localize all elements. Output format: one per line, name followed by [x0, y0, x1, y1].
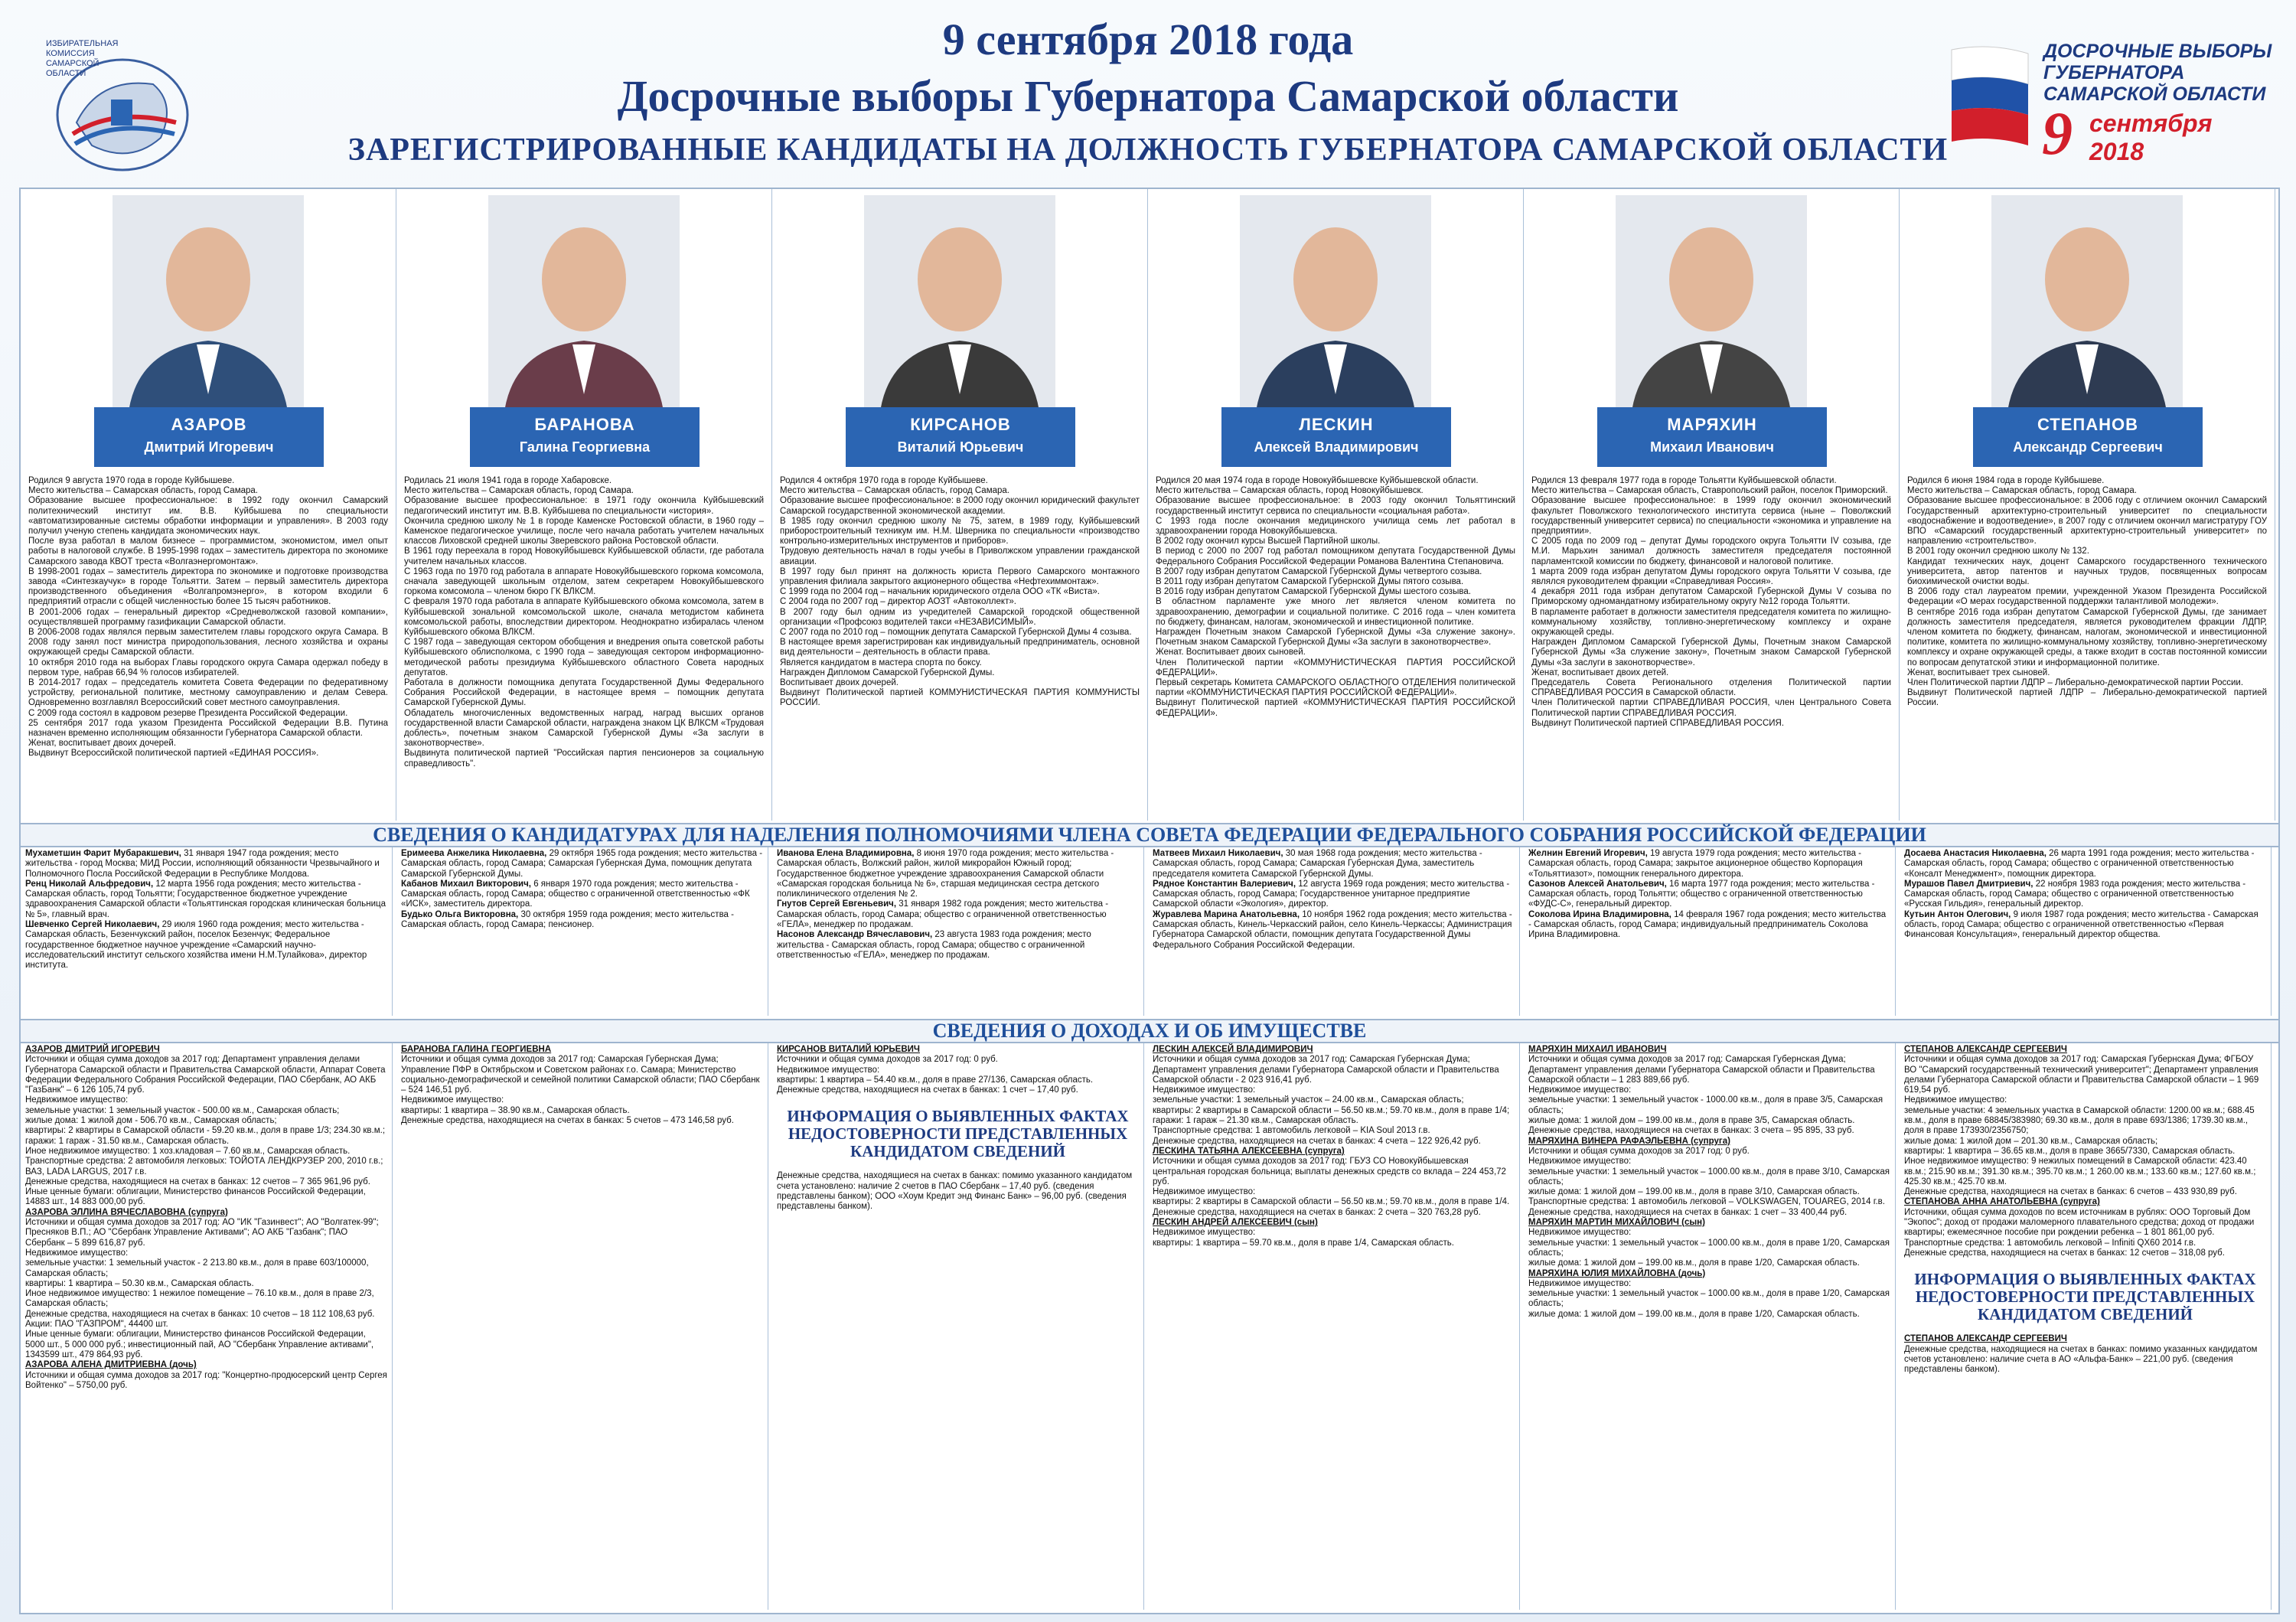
false-info-notice: ИНФОРМАЦИЯ О ВЫЯВЛЕННЫХ ФАКТАХ НЕДОСТОВЕРНОСТИ ПРЕДСТАВЛЕННЫХ КАНДИДАТОМ СВЕДЕНИЙ — [787, 1107, 1129, 1161]
income-line: квартиры: 2 квартиры в Самарской области – 56.50 кв.м.; 59.70 кв.м., доля в праве 1/4. — [1153, 1197, 1510, 1207]
income-line: Транспортные средства: 2 автомобиля легковых: ТОЙОТА ЛЕНДКРУЗЕР 200, 2010 г.в.; ВАЗ, LADA LARGUS, 2017 г.в. — [25, 1157, 383, 1177]
senators-section-title: СВЕДЕНИЯ О КАНДИДАТУРАХ ДЛЯ НАДЕЛЕНИЯ ПОЛНОМОЧИЯМИ ЧЛЕНА СОВЕТА ФЕДЕРАЦИИ ФЕДЕРАЛЬНОГО СОБРАНИЯ РОССИЙСКОЙ ФЕДЕРАЦИИ — [21, 823, 2278, 847]
emblem-year: 2018 — [2089, 138, 2144, 165]
senator-nominee-entry — [777, 930, 1139, 961]
income-line: Источники, общая сумма доходов по всем источникам в рублях: ООО Торговый Дом "Экопос"; доход от продажи маломерного плавательного средства; доход от продажи квартиры; ежемесячное пособие при рождении ребенка – 1 801 861,00 руб. — [1904, 1207, 2255, 1238]
income-line: Транспортные средства: 1 автомобиль легковой – VOLKSWAGEN, TOUAREG, 2014 г.в. — [1528, 1197, 1885, 1207]
income-line: квартиры: 1 квартира – 36.65 кв.м., доля в праве 3665/7330, Самарская область. — [1904, 1146, 2236, 1156]
candidate-nameplate — [94, 407, 324, 467]
income-person-heading: АЗАРОВА АЛЕНА ДМИТРИЕВНА (дочь) — [25, 1360, 197, 1370]
income-line: жилые дома: 1 жилой дом - 506.70 кв.м., Самарская область; — [25, 1116, 277, 1126]
income-person-heading: МАРЯХИНА ВИНЕРА РАФАЭЛЬЕВНА (супруга) — [1528, 1136, 1730, 1146]
candidate-portrait — [1616, 195, 1807, 417]
candidate-nameplate — [1597, 407, 1827, 467]
income-line: Денежные средства, находящиеся на счетах в банках: 1 счет – 33 400,44 руб. — [1528, 1207, 1848, 1217]
nominee-name: Еримеева Анжелика Николаевна, — [401, 849, 547, 858]
biography-paragraph: Член Политической партии «КОММУНИСТИЧЕСКАЯ ПАРТИЯ РОССИЙСКОЙ ФЕДЕРАЦИИ». — [1156, 658, 1515, 677]
senator-nominee-entry — [401, 849, 763, 880]
income-line: Транспортные средства: 1 автомобиль легковой – KIA Soul 2013 г.в. — [1153, 1126, 1430, 1136]
biography-paragraph: В 2014-2017 годах – председатель комитета Совета Федерации по федеративному устройству, региональной политике, местному самоуправлению и делам Севера. Одновременно возглавлял Всероссийский совет местного самоуправления. — [28, 678, 388, 708]
income-line: Денежные средства, находящиеся на счетах в банках: 4 счета – 122 926,42 руб. — [1153, 1136, 1481, 1146]
income-person-heading: ЛЕСКИНА ТАТЬЯНА АЛЕКСЕЕВНА (супруга) — [1153, 1146, 1345, 1156]
income-person-heading: ЛЕСКИН АНДРЕЙ АЛЕКСЕЕВИЧ (сын) — [1153, 1218, 1318, 1228]
biography-paragraph: С 1963 года по 1970 год работала в аппарате Новокуйбышевского горкома комсомола, сначала заведующей школьным отделом, затем секретарем Новокуйбышевского горкома комсомола – членом бюро ГК ВЛКСМ. — [404, 566, 764, 597]
biography-paragraph: В 2007 году избран депутатом Самарской Губернской Думы четвертого созыва. — [1156, 566, 1482, 576]
svg-text:ИЗБИРАТЕЛЬНАЯ: ИЗБИРАТЕЛЬНАЯ — [46, 39, 119, 48]
income-column — [1900, 1043, 2272, 1610]
nominee-name: Желнин Евгений Игоревич, — [1528, 849, 1648, 858]
candidate-first-name: Галина Георгиевна — [519, 439, 651, 455]
biography-paragraph: Выдвинут Политической партией «КОММУНИСТИЧЕСКАЯ ПАРТИЯ РОССИЙСКОЙ ФЕДЕРАЦИИ». — [1156, 698, 1515, 718]
nominee-details: 9 июля 1987 года рождения; место жительства - Самарская область, город Самара; общество с ограниченной ответственностью «Первая Финансовая Консультация», генеральный директор общества. — [1904, 909, 2258, 940]
income-line: Денежные средства, находящиеся на счетах в банках: 2 счета – 320 763,28 руб. — [1153, 1207, 1481, 1217]
senator-nominee-entry — [25, 920, 387, 971]
election-date: 9 сентября 2018 года — [942, 15, 1354, 64]
candidate-nameplate — [846, 407, 1075, 467]
biography-paragraph: Место жительства – Самарская область, город Самара. — [28, 486, 258, 496]
income-line: Недвижимое имущество: — [1528, 1085, 1632, 1095]
candidate-portrait — [1991, 195, 2183, 417]
nominee-name: Сазонов Алексей Анатольевич, — [1528, 879, 1667, 889]
nominee-details: 10 ноября 1962 года рождения; место жительства - Самарская область, Кинель-Черкасский район, село Кинель-Черкассы; Администрация Губернатора Самарской области, помощник депутата Государственной Думы Федерального Собрания Российской Федерации. — [1153, 909, 1512, 950]
biography-paragraph: Образование высшее профессиональное: в 2000 году окончил юридический факультет Самарской государственной экономической академии. — [780, 496, 1140, 516]
nominee-details: 6 января 1970 года рождения; место жительства - Самарская область, город Самара; общество с ограниченной ответственностью «ФК «ИСК», заместитель директора. — [401, 879, 750, 909]
income-line: Источники и общая сумма доходов за 2017 год: АО "ИК "Газинвест"; АО "Волгатек-99"; Пресняков В.П.; АО "Сбербанк Управление Активами"; АО АКБ "Газбанк"; ПАО Сбербанк – 5 899 616,87 руб. — [25, 1218, 379, 1248]
nominee-details: 16 марта 1977 года рождения; место жительства - Самарская область, город Тольятти; общество с ограниченной ответственностью «ФУДС-С», генеральный директор. — [1528, 879, 1875, 909]
biography-paragraph: В сентябре 2016 года избран депутатом Самарской Губернской Думы, где занимает должность заместителя председателя, является руководителем фракции ЛДПР, членом комитета по бюджету, финансам, налогам, экономической и инвестиционной политике, комитета по жилищно-коммунальному хозяйству, топливно-энергетическому комплексу и охране окружающей среды, а также входит в состав постоянной комиссии по вопросам депутатской этики и информационной политике. — [1907, 607, 2267, 667]
biography-paragraph: В 2001-2006 годах – генеральный директор «Средневолжской газовой компании», осуществлявшей программу газификации Самарской области. — [28, 607, 388, 627]
biography-paragraph: С 1987 года – заведующая сектором обобщения и внедрения опыта советской работы Куйбышевского облисполкома, с 1990 года – заведующая сектором информационно-методической работы президиума Куйбышевского областного Совета народных депутатов. — [404, 638, 764, 677]
income-person-heading: МАРЯХИН МАРТИН МИХАЙЛОВИЧ (сын) — [1528, 1218, 1705, 1228]
biography-paragraph: Место жительства – Самарская область, город Самара. — [780, 486, 1009, 496]
nominee-details: 29 июля 1960 года рождения; место жительства - Самарская область, Безенчукский район, поселок Безенчук; Федеральное государственное бюджетное научное учреждение «Самарский научно-исследовательский институт сельского хозяйства имени Н.М.Тулайкова», директор института. — [25, 920, 367, 971]
senator-nominees-column — [396, 847, 768, 1016]
income-line: Денежные средства, находящиеся на счетах в банках: 5 счетов – 473 146,58 руб. — [401, 1116, 734, 1126]
income-line: Недвижимое имущество: — [777, 1065, 880, 1075]
biography-paragraph: Место жительства – Самарская область, город Самара. — [404, 486, 634, 496]
biography-paragraph: Член Политической партии ЛДПР – Либерально-демократической партии России. — [1907, 678, 2244, 688]
candidate-biography — [1531, 476, 1891, 729]
senator-nominees-column — [21, 847, 393, 1016]
page-subtitle: ЗАРЕГИСТРИРОВАННЫЕ КАНДИДАТЫ НА ДОЛЖНОСТЬ ГУБЕРНАТОРА САМАРСКОЙ ОБЛАСТИ — [347, 132, 1949, 168]
income-line: квартиры: 1 квартира – 59.70 кв.м., доля в праве 1/4, Самарская область. — [1153, 1238, 1454, 1248]
biography-paragraph: Родился 4 октября 1970 года в городе Куйбышеве. — [780, 476, 988, 485]
income-line: Недвижимое имущество: — [25, 1248, 129, 1258]
biography-paragraph: Женат. Воспитывает двоих сыновей. — [1156, 648, 1306, 658]
biography-paragraph: В настоящее время зарегистрирован как индивидуальный предприниматель, основной вид деятельности – деятельность в области права. — [780, 638, 1140, 658]
biography-paragraph: Работала в должности помощника депутата Государственной Думы Федерального Собрания Российской Федерации, в настоящее время – помощник депутата Самарской Губернской Думы. — [404, 678, 764, 708]
nominee-details: 12 марта 1956 года рождения; место жительства - Самарская область, город Тольятти; Государственное бюджетное учреждение здравоохранения Самарской области «Тольяттинская городская клиническая больница № 5», главный врач. — [25, 879, 386, 919]
senator-nominee-entry — [1904, 910, 2266, 941]
income-line: земельные участки: 1 земельный участок - 500.00 кв.м., Самарская область; — [25, 1105, 340, 1115]
income-line: жилые дома: 1 жилой дом – 201.30 кв.м., Самарская область; — [1904, 1136, 2158, 1146]
biography-paragraph: В 2006 году стал лауреатом премии, учрежденной Указом Президента Российской Федерации «О мерах государственной поддержки талантливой молодежи». — [1907, 587, 2267, 607]
senator-nominee-entry — [401, 880, 763, 910]
nominee-details: 23 августа 1983 года рождения; место жительства - Самарская область, город Самара; общество с ограниченной ответственностью «ГЕЛА», менеджер по продажам. — [777, 930, 1091, 960]
nominee-name: Мухаметшин Фарит Мубаракшевич, — [25, 849, 181, 858]
candidate-first-name: Александр Сергеевич — [2013, 439, 2163, 455]
candidate-portrait — [864, 195, 1055, 417]
senator-nominees-column — [772, 847, 1144, 1016]
page-title: Досрочные выборы Губернатора Самарской области — [617, 71, 1679, 121]
emblem-day: 9 — [2042, 100, 2073, 168]
biography-paragraph: Первый секретарь Комитета САМАРСКОГО ОБЛАСТНОГО ОТДЕЛЕНИЯ политической партии «КОММУНИСТИЧЕСКАЯ ПАРТИЯ РОССИЙСКОЙ ФЕДЕРАЦИИ». — [1156, 678, 1515, 698]
svg-text:САМАРСКОЙ: САМАРСКОЙ — [46, 59, 99, 68]
income-column — [21, 1043, 393, 1610]
nominee-details: 31 января 1982 года рождения; место жительства - Самарская область, город Самара; общество с ограниченной ответственностью «ГЕЛА», менеджер по продажам. — [777, 899, 1109, 930]
biography-paragraph: Родилась 21 июля 1941 года в городе Хабаровске. — [404, 476, 612, 485]
income-line: Источники и общая сумма доходов за 2017 год: Самарская Губернская Дума; Департамент управления делами Губернатора Самарской области и Правительства Самарской области – 1 283 889,66 руб. — [1528, 1055, 1875, 1085]
biography-paragraph: Член Политической партии СПРАВЕДЛИВАЯ РОССИЯ, член Центрального Совета Политической партии СПРАВЕДЛИВАЯ РОССИЯ. — [1531, 698, 1891, 718]
biography-paragraph: Родился 6 июня 1984 года в городе Куйбышеве. — [1907, 476, 2105, 485]
senator-nominee-entry — [1528, 849, 1890, 880]
biography-paragraph: Награжден Дипломом Самарской Губернской Думы, Почетным знаком Самарской Губернской Думы «За служение закону», Почетным знаком Самарской Губернской Думы «За заслуги в законотворчестве». — [1531, 638, 1891, 667]
nominee-name: Шевченко Сергей Николаевич, — [25, 920, 160, 930]
income-line: Денежные средства, находящиеся на счетах в банках: 12 счетов – 318,08 руб. — [1904, 1248, 2225, 1258]
nominee-details: 14 февраля 1967 года рождения; место жительства - Самарская область, город Самара; индивидуальный предприниматель Соколова Ирина Владимировна. — [1528, 909, 1887, 940]
candidate-biography — [404, 476, 764, 769]
biography-paragraph: С 1999 года по 2004 год – начальник юридического отдела ООО «ТК «Виста». — [780, 587, 1100, 597]
biography-paragraph: С 2009 года состоял в кадровом резерве Президента Российской Федерации. — [28, 708, 348, 718]
biography-paragraph: Председатель Совета Регионального отделения Политической партии СПРАВЕДЛИВАЯ РОССИЯ в Самарской области. — [1531, 678, 1891, 698]
income-line: земельные участки: 1 земельный участок – 1000.00 кв.м., доля в праве 1/20, Самарская область; — [1528, 1289, 1890, 1309]
candidate-biography — [1907, 476, 2267, 709]
income-line: Денежные средства, находящиеся на счетах в банках: 3 счета – 95 895, 33 руб. — [1528, 1126, 1854, 1136]
biography-paragraph: Кандидат технических наук, доцент Самарского государственного технического университета, автор патентов и научных трудов, посвященных вопросам биохимической очистки воды. — [1907, 556, 2267, 587]
income-section-title: СВЕДЕНИЯ О ДОХОДАХ И ОБ ИМУЩЕСТВЕ — [21, 1019, 2278, 1043]
candidate-column — [1900, 189, 2275, 821]
biography-paragraph: Образование высшее профессиональное: в 2006 году с отличием окончил Самарский Государственный архитектурно-строительный университет по специальности «водоснабжение и водоотведение», в 2007 году с отличием окончил магистратуру ГОУ ВПО «Самарский государственный архитектурно-строительный университет» по направлению «строительство». — [1907, 496, 2267, 547]
income-line: Источники и общая сумма доходов за 2017 год: ГБУЗ СО Новокуйбышевская центральная городская больница; выплаты денежных средств со вклада – 224 453,72 руб. — [1153, 1157, 1506, 1186]
senator-nominees-column — [1524, 847, 1896, 1016]
income-column — [772, 1043, 1144, 1610]
candidate-biography — [1156, 476, 1515, 719]
income-line: земельные участки: 1 земельный участок - 2 213.80 кв.м., доля в праве 603/100000, Самарская область; — [25, 1258, 369, 1278]
elections-emblem — [1944, 34, 2281, 180]
income-line: Недвижимое имущество: — [1153, 1187, 1256, 1197]
candidate-first-name: Михаил Иванович — [1650, 439, 1774, 455]
income-column — [1148, 1043, 1520, 1610]
income-line: земельные участки: 1 земельный участок – 1000.00 кв.м., доля в праве 1/20, Самарская область; — [1528, 1238, 1890, 1258]
income-line: Иные ценные бумаги: облигации, Министерство финансов Российской Федерации, 5000 шт., 5 000 000 руб.; инвестиционный пай, АО "Сбербанк Управление активами", 1343599 шт., 479 864,93 руб. — [25, 1330, 374, 1359]
biography-paragraph: В 2006-2008 годах являлся первым заместителем главы городского округа Самара. В 2008 году занял пост министра природопользования, лесного хозяйства и охраны окружающей среды Самарской области. — [28, 628, 388, 658]
emblem-caption — [2043, 41, 2272, 105]
income-line: жилые дома: 1 жилой дом – 199.00 кв.м., доля в праве 1/20, Самарская область. — [1528, 1309, 1860, 1319]
biography-paragraph: Место жительства – Самарская область, город Самара. — [1907, 486, 2137, 496]
biography-paragraph: В парламенте работает в должности заместителя председателя комитета по жилищно-коммунальному хозяйству, топливно-энергетическому комплексу и охране окружающей среды. — [1531, 607, 1891, 638]
income-line: земельные участки: 1 земельный участок – 24.00 кв.м., Самарская область; — [1153, 1095, 1464, 1105]
emblem-line1: ДОСРОЧНЫЕ ВЫБОРЫ — [2043, 41, 2272, 62]
svg-text:ОБЛАСТИ: ОБЛАСТИ — [46, 69, 86, 78]
nominee-details: 22 ноября 1983 года рождения; место жительства - Самарская область, город Самара; общество с ограниченной ответственностью «Русская Гильдия», генеральный директор. — [1904, 879, 2246, 909]
candidate-column — [396, 189, 772, 821]
biography-paragraph: Выдвинут Политической партией СПРАВЕДЛИВАЯ РОССИЯ. — [1531, 718, 1785, 728]
income-line: Источники и общая сумма доходов за 2017 год: Самарская Губернская Дума; Департамент управления делами Губернатора Самарской области и Правительства Самарской области - 2 023 916,41 руб. — [1153, 1055, 1499, 1085]
income-line: Недвижимое имущество: — [1528, 1228, 1632, 1238]
nominee-name: Кабанов Михаил Викторович, — [401, 879, 531, 889]
nominee-name: Матвеев Михаил Николаевич, — [1153, 849, 1283, 858]
candidate-nameplate — [1221, 407, 1451, 467]
biography-paragraph: 10 октября 2010 года на выборах Главы городского округа Самара одержал победу в первом туре, набрав 66,94 % голосов избирателей. — [28, 658, 388, 677]
senator-nominee-entry — [1528, 880, 1890, 910]
income-line: квартиры: 2 квартиры в Самарской области – 56.50 кв.м.; 59.70 кв.м., доля в праве 1/4; — [1153, 1105, 1510, 1115]
biography-paragraph: В 1997 году был принят на должность юриста Первого Самарского монтажного управления филиала закрытого акционерного общества «Нефтехиммонтаж». — [780, 566, 1140, 587]
income-line: Транспортные средства: 1 автомобиль легковой – Infiniti QX60 2014 г.в. — [1904, 1238, 2197, 1248]
biography-paragraph: В 1985 году окончил среднюю школу № 75, затем, в 1989 году, Куйбышевский приборостроительный техникум им. Н.М. Шверника по специальности «производство контрольно-измерительных инструментов и приборов». — [780, 516, 1140, 547]
income-person-heading: АЗАРОВА ЭЛЛИНА ВЯЧЕСЛАВОВНА (супруга) — [25, 1207, 228, 1217]
income-line: Недвижимое имущество: — [25, 1095, 129, 1105]
income-line: земельные участки: 1 земельный участок - 1000.00 кв.м., доля в праве 3/5, Самарская область; — [1528, 1095, 1883, 1115]
biography-paragraph: С февраля 1970 года работала в аппарате Куйбышевского обкома комсомола, затем в Куйбышевской зональной комсомольской школе, сначала методистом кабинета комсомольской работы, впоследствии директором. Неоднократно избиралась членом Куйбышевского обкома ВЛКСМ. — [404, 597, 764, 638]
biography-paragraph: Женат, воспитывает двоих детей. — [1531, 667, 1669, 677]
biography-paragraph: С 2004 года по 2007 год – директор АОЗТ «Автоколлект». — [780, 597, 1016, 607]
biography-paragraph: Воспитывает двоих дочерей. — [780, 678, 899, 688]
income-line: Денежные средства, находящиеся на счетах в банках: 12 счетов – 7 365 961,96 руб. — [25, 1177, 370, 1186]
income-line: Источники и общая сумма доходов за 2017 год: "Концертно-продюсерский центр Сергея Войтенко" – 5750,00 руб. — [25, 1370, 387, 1390]
income-line: Источники и общая сумма доходов за 2017 год: Самарская Губернская Дума; ФГБОУ ВО "Самарский государственный технический университет"; Департамент управления делами Губернатора Самарской области и Правительства Самарской области – 1 969 619,54 руб. — [1904, 1055, 2259, 1095]
biography-paragraph: В 2011 году избран депутатом Самарской Губернской Думы пятого созыва. — [1156, 577, 1464, 587]
income-line: жилые дома: 1 жилой дом – 199.00 кв.м., доля в праве 1/20, Самарская область. — [1528, 1258, 1860, 1268]
income-line: земельные участки: 4 земельных участка в Самарской области: 1200.00 кв.м.; 688.45 кв.м., доля в праве 68845/383980; 69.30 кв.м., доля в праве 693/1386; 1739.30 кв.м., доля в праве 173930/2356750; — [1904, 1105, 2255, 1136]
nominee-details: 30 мая 1968 года рождения; место жительства - Самарская область, город Самара; Самарская Губернская Дума, заместитель председателя комитета Самарской Губернской Думы. — [1153, 849, 1482, 879]
candidate-biography — [28, 476, 388, 759]
biography-paragraph: Выдвинута политической партией "Российская партия пенсионеров за социальную справедливость". — [404, 749, 764, 769]
biography-paragraph: Родился 20 мая 1974 года в городе Новокуйбышевске Куйбышевской области. — [1156, 476, 1479, 485]
nominee-name: Насонов Александр Вячеславович, — [777, 930, 933, 940]
senator-nominee-entry — [25, 849, 387, 880]
candidate-first-name: Дмитрий Игоревич — [144, 439, 274, 455]
income-person-heading: МАРЯХИНА ЮЛИЯ МИХАЙЛОВНА (дочь) — [1528, 1268, 1706, 1278]
income-line: квартиры: 1 квартира – 38.90 кв.м., Самарская область. — [401, 1105, 630, 1115]
candidate-column — [1524, 189, 1900, 821]
emblem-line3: САМАРСКОЙ ОБЛАСТИ — [2043, 83, 2266, 105]
biography-paragraph: 4 декабря 2011 года избран депутатом Самарской Губернской Думы V созыва по Приморскому одномандатному избирательному округу №12 города Тольятти. — [1531, 587, 1891, 607]
income-line: Денежные средства, находящиеся на счетах в банках: 6 счетов – 433 930,89 руб. — [1904, 1187, 2237, 1197]
income-line: Иное недвижимое имущество: 1 нежилое помещение – 76.10 кв.м., доля в праве 2/3, Самарская область; — [25, 1289, 374, 1309]
candidate-first-name: Алексей Владимирович — [1254, 439, 1419, 455]
income-column — [1524, 1043, 1896, 1610]
income-line: Акции: ПАО "ГАЗПРОМ", 44400 шт. — [25, 1320, 168, 1330]
nominee-details: 30 октября 1959 года рождения; место жительства - Самарская область, город Самара; пенсионер. — [401, 909, 734, 930]
emblem-month: сентября — [2089, 109, 2213, 137]
candidate-nameplate — [470, 407, 700, 467]
senator-nominee-entry — [1904, 849, 2266, 880]
biography-paragraph: В областном парламенте уже много лет является членом комитета по здравоохранению, демографии и социальной политике. С 2016 года – член комитета по бюджету, финансам, налогам, экономической и инвестиционной политике. — [1156, 597, 1515, 627]
income-line: Источники и общая сумма доходов за 2017 год: Департамент управления делами Губернатора Самарской области и Правительства Самарской области, Аппарат Совета Федерации Федерального Собрания Российской Федерации, ПАО Сбербанк, АО АКБ "ГазБанк" – 6 126 105,74 руб. — [25, 1055, 386, 1095]
emblem-line2: ГУБЕРНАТОРА — [2043, 62, 2185, 83]
senator-nominee-entry — [1528, 910, 1890, 941]
income-line: квартиры: 1 квартира – 54.40 кв.м., доля в праве 27/136, Самарская область. — [777, 1075, 1094, 1085]
income-line: жилые дома: 1 жилой дом – 199.00 кв.м., доля в праве 3/10, Самарская область. — [1528, 1187, 1860, 1197]
biography-paragraph: Выдвинут Политической партией КОММУНИСТИЧЕСКАЯ ПАРТИЯ КОММУНИСТЫ РОССИИ. — [780, 688, 1140, 708]
biography-paragraph: Окончила среднюю школу № 1 в городе Каменске Ростовской области, в 1960 году – Каменское педагогическое училище, после чего начала работать учителем начальных классов Лиховской средней школы Зверевского района Ростовской области. — [404, 516, 764, 547]
biography-paragraph: Является кандидатом в мастера спорта по боксу. — [780, 658, 982, 667]
income-line: Иное недвижимое имущество: 1 хоз.кладовая – 7.60 кв.м., Самарская область. — [25, 1146, 351, 1156]
senator-nominee-entry — [1153, 849, 1515, 880]
nominee-name: Будько Ольга Викторовна, — [401, 909, 519, 919]
biography-paragraph: С 2007 года по 2010 год – помощник депутата Самарской Губернской Думы 4 созыва. — [780, 628, 1132, 638]
biography-paragraph: Образование высшее профессиональное: в 2003 году окончил Тольяттинский государственный институт сервиса по специальности «социальная работа». — [1156, 496, 1515, 516]
candidate-last-name: БАРАНОВА — [534, 415, 635, 434]
candidate-last-name: АЗАРОВ — [171, 415, 247, 434]
biography-paragraph: С 2005 года по 2009 год – депутат Думы городского округа Тольятти IV созыва, где М.И. Марьхин занимал должность заместителя председателя постоянной парламентской комиссии по бюджету, финансовой и налоговой политике. — [1531, 537, 1891, 566]
biography-paragraph: Родился 13 февраля 1977 года в городе Тольятти Куйбышевской области. — [1531, 476, 1837, 485]
biography-paragraph: Выдвинут Политической партией ЛДПР – Либерально-демократической партией России. — [1907, 688, 2267, 708]
svg-text:КОМИССИЯ: КОМИССИЯ — [46, 49, 95, 58]
biography-paragraph: Обладатель многочисленных ведомственных наград, наград высших органов государственной власти Самарской области, награждена знаком ЦК ВЛКСМ «Трудовая доблесть», почетным знаком Самарской Губернской Думы «За заслуги в законотворчестве». — [404, 708, 764, 749]
biography-paragraph: Трудовую деятельность начал в годы учебы в Приволжском управлении гражданской авиации. — [780, 547, 1140, 566]
income-line: гаражи: 1 гараж - 31.50 кв.м., Самарская область. — [25, 1136, 230, 1146]
senator-nominee-entry — [777, 849, 1139, 899]
income-person-heading: СТЕПАНОВ АЛЕКСАНДР СЕРГЕЕВИЧ — [1904, 1045, 2067, 1054]
nominee-details: 26 марта 1991 года рождения; место жительства - Самарская область, город Самара; общество с ограниченной ответственностью «Консалт Менеджмент», помощник директора. — [1904, 849, 2255, 879]
senator-nominee-entry — [401, 910, 763, 931]
candidate-nameplate — [1973, 407, 2203, 467]
biography-paragraph: Место жительства – Самарская область, город Новокуйбышевск. — [1156, 486, 1424, 496]
nominee-details: 19 августа 1979 года рождения; место жительства - Самарская область, город Самара; закрытое акционерное общество Корпорация «Тольяттиазот», помощник генерального директора. — [1528, 849, 1863, 879]
income-person-heading: БАРАНОВА ГАЛИНА ГЕОРГИЕВНА — [401, 1045, 552, 1054]
candidate-column — [1148, 189, 1524, 821]
biography-paragraph: 25 сентября 2017 года указом Президента Российской Федерации В.В. Путина назначен временно исполняющим обязанности Губернатора Самарской области. — [28, 718, 388, 739]
nominee-name: Кутьин Антон Олегович, — [1904, 909, 2011, 919]
senator-nominee-entry — [1904, 880, 2266, 910]
income-line: Недвижимое имущество: — [1153, 1085, 1256, 1095]
senator-nominee-entry — [1153, 880, 1515, 910]
biography-paragraph: После вуза работал в малом бизнесе – программистом, экономистом, имел опыт работы в налоговой службе. В 1995-1998 годах – заместитель директора по экономике Самарского завода КВОТ треста «Волгаэнергомонтаж». — [28, 537, 388, 566]
biography-paragraph: Образование высшее профессиональное: в 1999 году окончил экономический факультет Поволжского технологического института сервиса (ныне – Поволжский государственный университет сервиса) по специальности «экономика и управление на предприятии». — [1531, 496, 1891, 537]
income-line: Источники и общая сумма доходов за 2017 год: 0 руб. — [1528, 1146, 1750, 1156]
candidate-portrait — [488, 195, 680, 417]
income-person-heading: СТЕПАНОВ АЛЕКСАНДР СЕРГЕЕВИЧ — [1904, 1334, 2067, 1344]
nominee-name: Иванова Елена Владимировна, — [777, 849, 915, 858]
biography-paragraph: В 1998-2001 годах – заместитель директора по экономике и подготовке производства завода «Синтезкаучук» в городе Тольятти. Затем – первый заместитель директора производственного объединения «Волгапромэнерго», в котором входили 6 предприятий отрасли с общей численностью более 15 тысяч работников. — [28, 566, 388, 607]
russian-flag-icon — [1944, 42, 2036, 157]
candidate-column — [21, 189, 396, 821]
nominee-details: 12 августа 1969 года рождения; место жительства - Самарская область, город Самара; Государственное унитарное предприятие Самарской области «Экология», директор. — [1153, 879, 1510, 909]
nominee-name: Ренц Николай Альфредович, — [25, 879, 154, 889]
candidate-column — [772, 189, 1148, 821]
biography-paragraph: Образование высшее профессиональное: в 1971 году окончила Куйбышевский педагогический институт им. В.В. Куйбышева по специальности «история». — [404, 496, 764, 516]
income-line: Иные ценные бумаги: облигации, Министерство финансов Российской Федерации, 14883 шт., 14 883 000,00 руб. — [25, 1187, 366, 1207]
biography-paragraph: С 1993 года после окончания медицинского училища семь лет работал в здравоохранении города Новокуйбышевска. — [1156, 516, 1515, 537]
income-line: Недвижимое имущество: — [1904, 1095, 2007, 1105]
false-info-notice: ИНФОРМАЦИЯ О ВЫЯВЛЕННЫХ ФАКТАХ НЕДОСТОВЕРНОСТИ ПРЕДСТАВЛЕННЫХ КАНДИДАТОМ СВЕДЕНИЙ — [1914, 1270, 2256, 1324]
income-column — [396, 1043, 768, 1610]
income-line: гаражи: 1 гараж – 21.30 кв.м., Самарская область. — [1153, 1116, 1358, 1126]
candidate-last-name: СТЕПАНОВ — [2037, 415, 2139, 434]
biography-paragraph: В период с 2000 по 2007 год работал помощником депутата Государственной Думы Федерального Собрания Российской Федерации Романова Валентина Степановича. — [1156, 547, 1515, 566]
nominee-details: 29 октября 1965 года рождения; место жительства - Самарская область, город Самара; Самарская Губернская Дума, помощник депутата Самарской Губернской Думы. — [401, 849, 763, 879]
biography-paragraph: Женат, воспитывает трех сыновей. — [1907, 667, 2050, 677]
income-person-heading: ЛЕСКИН АЛЕКСЕЙ ВЛАДИМИРОВИЧ — [1153, 1045, 1313, 1054]
biography-paragraph: 1 марта 2009 года избран депутатом Думы городского округа Тольятти V созыва, где являлся руководителем фракции «Справедливая Россия». — [1531, 566, 1891, 587]
candidate-last-name: МАРЯХИН — [1667, 415, 1757, 434]
biography-paragraph: Награжден Почетным знаком Самарской Губернской Думы «За служение закону». Почетным знаком Самарской Губернской Думы «За заслуги в законотворчестве». — [1156, 628, 1515, 648]
income-line: Недвижимое имущество: — [401, 1095, 504, 1105]
nominee-name: Журавлева Марина Анатольевна, — [1153, 909, 1300, 919]
nominee-name: Досаева Анастасия Николаевна, — [1904, 849, 2047, 858]
biography-paragraph: В 1961 году переехала в город Новокуйбышевск Куйбышевской области, где работала учителем начальных классов. — [404, 547, 764, 566]
biography-paragraph: В 2016 году избран депутатом Самарской Губернской Думы шестого созыва. — [1156, 587, 1471, 597]
nominee-name: Соколова Ирина Владимировна, — [1528, 909, 1671, 919]
nominee-details: 8 июня 1970 года рождения; место жительства - Самарская область, Волжский район, жилой микрорайон Южный город; Государственное бюджетное учреждение здравоохранения Самарской области «Самарская городская больница № 6», старшая медицинская сестра детского поликлинического отделения № 2. — [777, 849, 1114, 899]
senator-nominees-column — [1900, 847, 2272, 1016]
income-line: квартиры: 2 квартиры в Самарской области - 59.20 кв.м., доля в праве 1/3; 234.30 кв.м.; — [25, 1126, 386, 1136]
income-line: Источники и общая сумма доходов за 2017 год: Самарская Губернская Дума; Управление ПФР в Октябрьском и Советском районах г.о. Самара; Министерство социально-демографической и семейной политики Самарской области; ПАО Сбербанк – 524 146,51 руб. — [401, 1055, 760, 1095]
biography-paragraph: Награжден Дипломом Самарской Губернской Думы. — [780, 667, 995, 677]
candidate-biography — [780, 476, 1140, 709]
income-line: Денежные средства, находящиеся на счетах в банках: помимо указанных кандидатом счетов установлено: наличие счета в АО «Альфа-Банк» – 221,00 руб. (сведения представлены банком). — [1904, 1344, 2258, 1375]
income-person-heading: АЗАРОВ ДМИТРИЙ ИГОРЕВИЧ — [25, 1045, 160, 1054]
candidate-portrait — [113, 195, 304, 417]
candidate-portrait — [1240, 195, 1431, 417]
nominee-name: Гнутов Сергей Евгеньевич, — [777, 899, 897, 909]
income-line: Недвижимое имущество: — [1528, 1157, 1632, 1167]
nominee-name: Рядное Константин Валериевич, — [1153, 879, 1296, 889]
biography-paragraph: В 2001 году окончил среднюю школу № 132. — [1907, 547, 2089, 556]
senator-nominee-entry — [1153, 910, 1515, 951]
biography-paragraph: Женат, воспитывает двоих дочерей. — [28, 739, 177, 749]
income-person-heading: КИРСАНОВ ВИТАЛИЙ ЮРЬЕВИЧ — [777, 1045, 920, 1054]
content-panel — [19, 188, 2280, 1614]
candidate-last-name: КИРСАНОВ — [910, 415, 1011, 434]
income-line: Недвижимое имущество: — [1153, 1228, 1256, 1238]
candidate-last-name: ЛЕСКИН — [1299, 415, 1374, 434]
income-line: жилые дома: 1 жилой дом – 199.00 кв.м., доля в праве 3/5, Самарская область. — [1528, 1116, 1855, 1126]
income-line: Недвижимое имущество: — [1528, 1278, 1632, 1288]
biography-paragraph: Образование высшее профессиональное: в 1992 году окончил Самарский политехнический институт им. В.В. Куйбышева по специальности «автоматизированные системы обработки информации и управления». В 2003 году получил ученую степень кандидата экономических наук. — [28, 496, 388, 537]
senator-nominee-entry — [777, 899, 1139, 930]
nominee-name: Мурашов Павел Дмитриевич, — [1904, 879, 2033, 889]
income-line: Денежные средства, находящиеся на счетах в банках: 10 счетов – 18 112 108,63 руб. — [25, 1309, 375, 1319]
income-person-heading: МАРЯХИН МИХАИЛ ИВАНОВИЧ — [1528, 1045, 1667, 1054]
biography-paragraph: Родился 9 августа 1970 года в городе Куйбышеве. — [28, 476, 235, 485]
income-line: Денежные средства, находящиеся на счетах в банках: помимо указанного кандидатом счета установлено: наличие 2 счетов в ПАО Сбербанк – 17,40 руб. (сведения представлены банком); ООО «Хоум Кредит энд Финанс Банк» – 96,00 руб. (сведения представлены банком). — [777, 1171, 1133, 1212]
income-line: земельные участки: 1 земельный участок – 1000.00 кв.м., доля в праве 3/10, Самарская область; — [1528, 1167, 1890, 1186]
header — [0, 0, 2296, 188]
candidate-first-name: Виталий Юрьевич — [897, 439, 1024, 455]
income-line: Источники и общая сумма доходов за 2017 год: 0 руб. — [777, 1055, 998, 1065]
income-person-heading: СТЕПАНОВА АННА АНАТОЛЬЕВНА (супруга) — [1904, 1197, 2100, 1207]
nominee-details: 31 января 1947 года рождения; место жительства - город Москва; МИД России, исполняющий обязанности Чрезвычайного и Полномочного Посла Российской Федерации в Республике Молдова. — [25, 849, 380, 879]
income-line: Иное недвижимое имущество: 9 нежилых помещений в Самарской области: 423.40 кв.м.; 215.90 кв.м.; 391.30 кв.м.; 395.70 кв.м.; 1 260.00 кв.м.; 133.60 кв.м.; 127.60 кв.м.; 425.30 кв.м.; 425.70 кв.м. — [1904, 1157, 2256, 1186]
biography-paragraph: Место жительства – Самарская область, Ставропольский район, поселок Приморский. — [1531, 486, 1888, 496]
senator-nominees-column — [1148, 847, 1520, 1016]
senator-nominee-entry — [25, 880, 387, 920]
biography-paragraph: В 2002 году окончил курсы Высшей Партийной школы. — [1156, 537, 1381, 547]
biography-paragraph: Выдвинут Всероссийской политической партией «ЕДИНАЯ РОССИЯ». — [28, 749, 319, 759]
biography-paragraph: В 2007 году был одним из учредителей Самарской городской общественной организации «Профсоюз водителей такси «НЕЗАВИСИМЫЙ». — [780, 607, 1140, 627]
income-line: квартиры: 1 квартира – 50.30 кв.м., Самарская область. — [25, 1278, 254, 1288]
income-line: Денежные средства, находящиеся на счетах в банках: 1 счет – 17,40 руб. — [777, 1085, 1078, 1095]
